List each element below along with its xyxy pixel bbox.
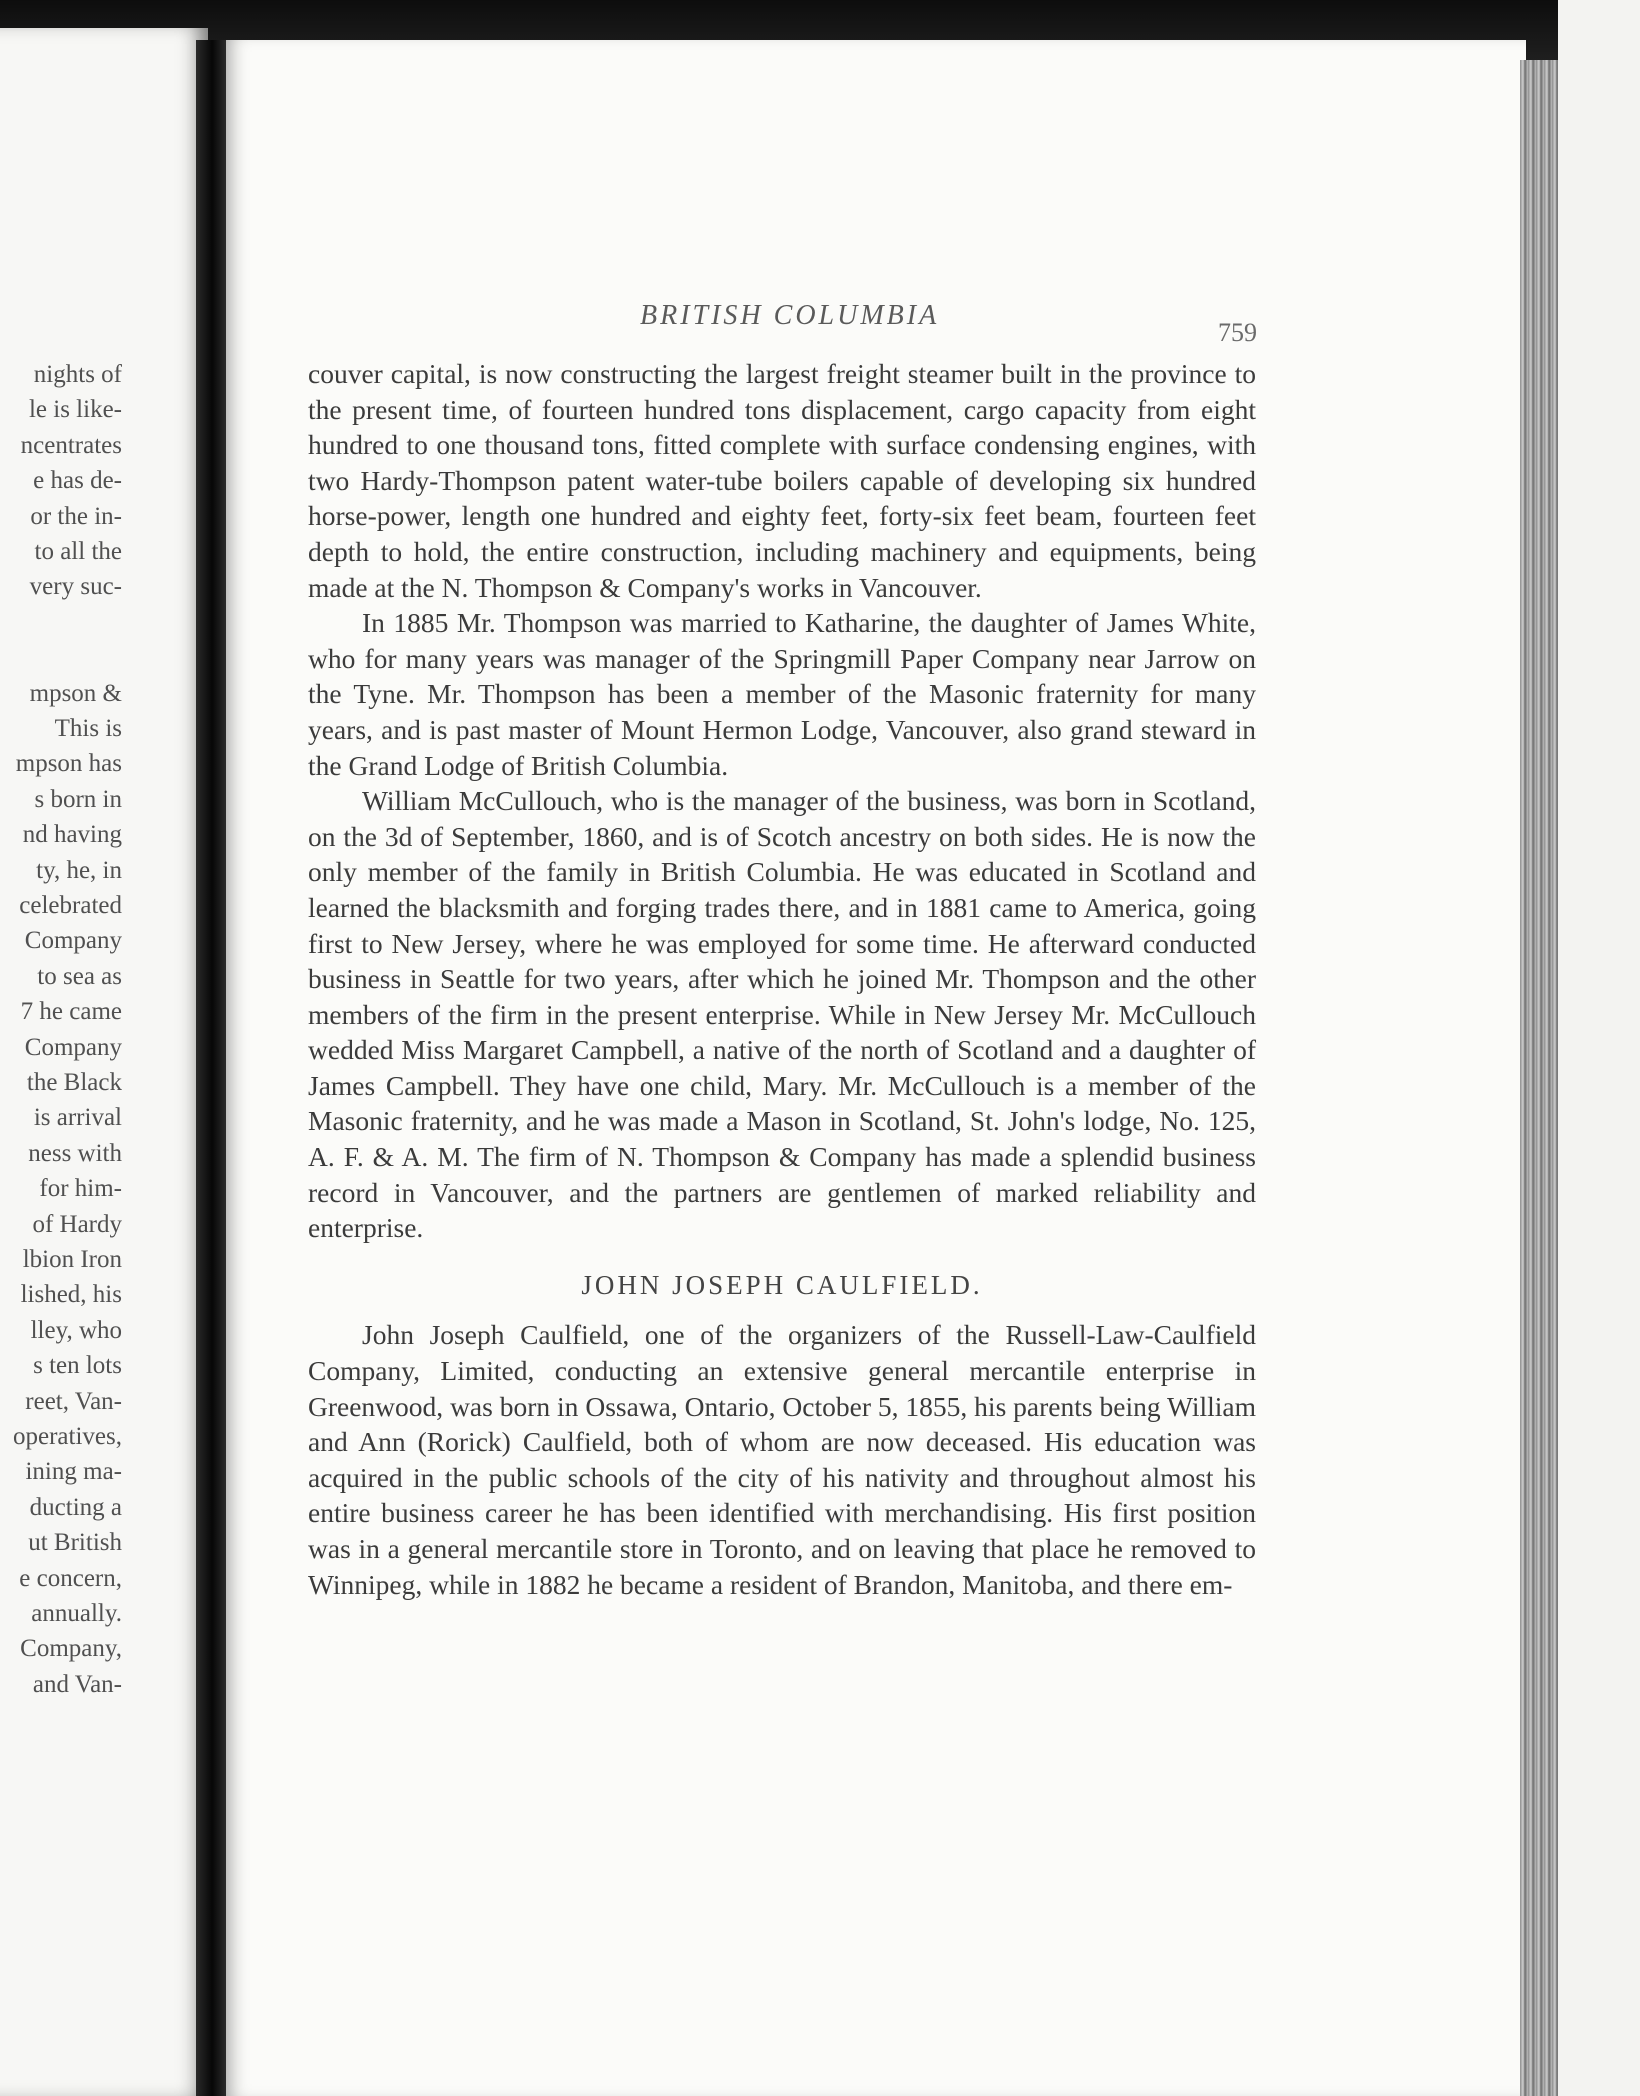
left-page-line: lley, who: [30, 1316, 122, 1344]
previous-page-fragment: [0, 28, 208, 2096]
left-page-line: ducting a: [29, 1493, 122, 1521]
left-page-line: and Van-: [32, 1670, 122, 1698]
left-page-line: 7 he came: [20, 998, 122, 1026]
left-page-line: to all the: [34, 538, 122, 565]
page-number: 759: [1218, 318, 1257, 347]
left-page-line: ut British: [28, 1529, 122, 1557]
left-page-line: ness with: [28, 1139, 122, 1167]
left-page-line: ty, he, in: [36, 856, 122, 884]
left-page-line: operatives,: [13, 1423, 122, 1450]
left-page-line: for him-: [39, 1175, 122, 1203]
left-page-line: e has de-: [33, 467, 122, 495]
left-page-line: This is: [54, 715, 122, 742]
paragraph-1: couver capital, is now constructing the largest freight steamer built in the province to the present time, of fourteen hundred tons displacement, cargo capacity from eight hundred to one thousand tons, fitted complete with surface condensing engines, with two Hardy-Thompson patent water-tube boilers capable of developing six hundred horse-power, length one hundred and eighty feet, forty-six feet beam, fourteen feet depth to hold, the entire construction, including machinery and equipments, being made at the N. Thompson & Company's works in Vancouver.: [308, 358, 1256, 603]
left-page-line: mpson has: [15, 750, 122, 778]
left-page-line: ncentrates: [20, 431, 122, 459]
left-page-line: reet, Van-: [25, 1387, 122, 1415]
left-page-line: the Black: [26, 1069, 122, 1096]
left-page-line: annually.: [31, 1600, 122, 1627]
left-page-line: s born in: [34, 785, 122, 813]
left-page-line: nd having: [22, 821, 122, 849]
left-page-line: lbion Iron: [22, 1246, 122, 1273]
left-page-line: Company,: [20, 1635, 122, 1663]
page-stack-edge: [1520, 60, 1560, 2096]
left-page-line: of Hardy: [32, 1210, 122, 1238]
left-page-line: lished, his: [20, 1281, 122, 1309]
left-page-line: le is like-: [28, 396, 122, 424]
paragraph-2: In 1885 Mr. Thompson was married to Katharine, the daughter of James White, who for many years was manager of the Springmill Paper Company near Jarrow on the Tyne. Mr. Thompson has been a member of the Masonic fraternity for many years, and is past master of Mount Hermon Lodge, Vancouver, also grand steward in the Grand Lodge of British Columbia.: [308, 607, 1256, 781]
paragraph-3: William McCullouch, who is the manager of the business, was born in Scotland, on the 3d of September, 1860, and is of Scotch ancestry on both sides. He is now the only member of the family in British Columbia. He was educated in Scotland and learned the blacksmith and forging trades there, and in 1881 came to America, going first to New Jersey, where he was employed for some time. He afterward conducted business in Seattle for two years, after which he joined Mr. Thompson and the other members of the firm in the present enterprise. While in New Jersey Mr. McCullouch wedded Miss Margaret Campbell, a native of the north of Scotland and a daughter of James Campbell. They have one child, Mary. Mr. McCullouch is a member of the Masonic fraternity, and he was made a Mason in Scotland, St. John's lodge, No. 125, A. F. & A. M. The firm of N. Thompson & Company has made a splendid business record in Vancouver, and the partners are gentlemen of marked reliability and enterprise.: [308, 785, 1256, 1244]
left-page-line: or the in-: [30, 502, 122, 530]
left-page-line: very suc-: [29, 573, 122, 601]
section-heading: JOHN JOSEPH CAULFIELD.: [581, 1269, 983, 1300]
left-page-line: Company: [24, 1033, 122, 1061]
right-margin: [1558, 0, 1640, 2096]
left-page-line: e concern,: [19, 1564, 122, 1592]
left-page-line: Company: [24, 927, 122, 955]
left-page-line: is arrival: [33, 1104, 122, 1132]
left-page-line: to sea as: [37, 962, 122, 990]
left-page-line: ining ma-: [25, 1458, 122, 1486]
paragraph-4: John Joseph Caulfield, one of the organizers of the Russell-Law-Caulfield Company, Limited, conducting an extensive general mercantile enterprise in Greenwood, was born in Ossawa, Ontario, October 5, 1855, his parents being William and Ann (Rorick) Caulfield, both of whom are now deceased. His education was acquired in the public schools of the city of his nativity and throughout almost his entire business career he has been identified with merchandising. His first position was in a general mercantile store in Toronto, and on leaving that place he removed to Winnipeg, while in 1882 he became a resident of Brandon, Manitoba, and there em-: [308, 1319, 1256, 1600]
left-page-line: mpson &: [29, 679, 122, 707]
running-head-text: BRITISH COLUMBIA: [640, 300, 940, 331]
left-page-line: s ten lots: [33, 1352, 122, 1380]
body-text: [308, 356, 1256, 1602]
left-page-line: nights of: [33, 361, 122, 388]
left-page-line: celebrated: [19, 892, 122, 919]
